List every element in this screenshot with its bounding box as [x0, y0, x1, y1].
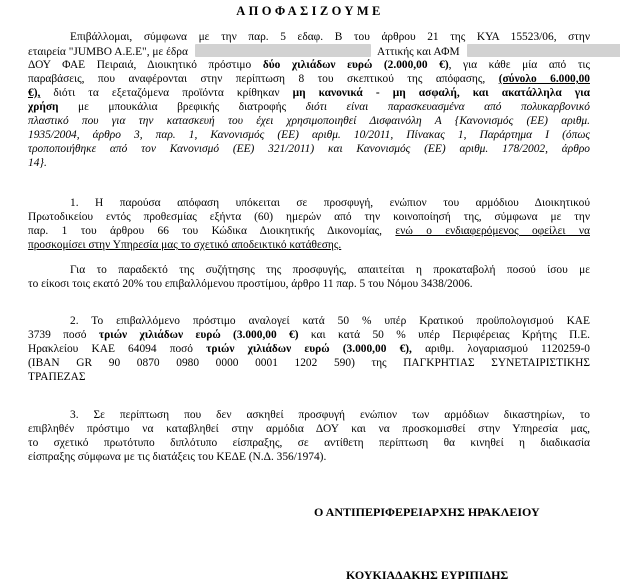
text-segment: 3739 ποσό	[28, 329, 99, 341]
text-segment: με μπουκάλια βρεφικής διατροφής	[58, 101, 306, 113]
text-line: Πρωτοδικείου εντός προθεσμίας εξήντα (60) ημερών από την κοινοποίησή της, σύμφωνα με την	[28, 211, 590, 223]
reason-text: 14}.	[28, 157, 47, 169]
total-amount: (σύνολο 6.000,00	[498, 73, 590, 85]
company-text: εταιρεία "JUMBO A.E.E", με έδρα	[28, 46, 188, 58]
text-segment: ΔΟΥ ΦΑΕ Πειραιά, Διοικητικό πρόστιμο	[28, 59, 263, 71]
text-line: το είκοσι τοις εκατό 20% του επιβαλλόμενου προστίμου, άρθρο 11 παρ. 5 του Νόμου 3438/2006.	[28, 278, 473, 290]
verdict-text: μη κανονικά - μη ασφαλή, και ακατάλληλα για	[292, 87, 591, 99]
text-segment: διότι τα εξεταζόμενα προϊόντα κρίθηκαν	[40, 87, 293, 99]
region-text: Αττικής και ΑΦΜ	[377, 46, 460, 58]
text-segment: παρ. 1 του άρθρου 66 του Κώδικα Διοικητικής Δικονομίας,	[28, 225, 396, 237]
text-line: είσπραξης σύμφωνα με τις διατάξεις του ΚΕΔΕ (Ν.Δ. 356/1974).	[28, 451, 327, 463]
obligation-text: ενώ ο ενδιαφερόμενος οφείλει να	[395, 225, 590, 237]
text-line	[28, 86, 590, 100]
amount-text: τριών χιλιάδων ευρώ (3.000,00 €),	[206, 343, 412, 355]
text-line	[28, 328, 590, 342]
text-line	[28, 342, 590, 356]
redacted-tax-id	[467, 44, 620, 57]
text-segment: , για κάθε μία από τις	[448, 59, 590, 71]
text-line	[28, 58, 590, 72]
text-segment: παραβάσεις, που αναφέρονται στην περίπτωση 8 του σκεπτικού της απόφασης,	[28, 73, 499, 85]
text-segment: αριθμ. λογαριασμού 1120259-0	[411, 343, 590, 355]
text-line	[28, 142, 590, 156]
text-line	[28, 156, 590, 170]
signatory-name: ΚΟΥΚΙΑΔΑΚΗΣ ΕΥΡΙΠΙΔΗΣ	[346, 568, 509, 582]
deposit-paragraph	[28, 263, 590, 291]
text-line: Για το παραδεκτό της συζήτησης της προσφυγής, απαιτείται η προκαταβολή ποσού ίσου με	[70, 264, 590, 276]
text-segment: Ηρακλείου ΚΑΕ 64094 ποσό	[28, 343, 207, 355]
reason-text: τροποποιήθηκε από τον Κανονισμό (ΕΕ) 321/2011) και Κανονισμός (ΕΕ) αριθμ. 178/2002, άρθρο	[28, 143, 590, 155]
text-line	[28, 100, 590, 114]
text-line	[28, 114, 590, 128]
reason-text: πλαστικό που για την κατασκευή του έχει χρησιμοποιηθεί Δισφαινόλη Α {Κανονισμός (ΕΕ) αριθμ.	[28, 115, 590, 127]
text-line	[28, 72, 590, 86]
text-line: Επιβάλλομαι, σύμφωνα με την παρ. 5 εδαφ. Β του άρθρου 21 της ΚΥΑ 15523/06, στην	[70, 31, 590, 43]
text-segment: και κατά 50 % υπέρ Περιφέρειας Κρήτης Π.Ε.	[298, 329, 590, 341]
redacted-address	[195, 44, 371, 57]
text-line	[28, 44, 590, 58]
signatory-title: Ο ΑΝΤΙΠΕΡΙΦΕΡΕΙΑΡΧΗΣ ΗΡΑΚΛΕΙΟΥ	[314, 505, 540, 519]
text-line	[28, 238, 590, 252]
fine-amount: δύο χιλιάδων ευρώ (2.000,00 €)	[262, 59, 449, 71]
reason-text: διότι είναι παρασκευασμένα από πολυκαρβονικό	[305, 101, 591, 113]
payment-paragraph	[28, 314, 590, 384]
text-line: 2. Το επιβαλλόμενο πρόστιμο αναλογεί κατά 50 % υπέρ Κρατικού προϋπολογισμού ΚΑΕ	[70, 315, 590, 327]
text-line: ΤΡΑΠΕΖΑΣ	[28, 371, 86, 383]
reason-text: 1935/2004, άρθρο 3, παρ. 1, Κανονισμός (ΕΕ) αριθμ. 10/2011, Πίνακας 1, Παράρτημα Ι (όπως	[28, 129, 590, 141]
text-line: 1. Η παρούσα απόφαση υπόκειται σε προσφυγή, ενώπιον του αρμόδιου Διοικητικού	[70, 197, 590, 209]
total-amount-end: €),	[28, 87, 41, 99]
text-line: το σχετικό πρωτότυπο διπλότυπο είσπραξης, σε αντίθετη περίπτωση θα κινηθεί η διαδικασία	[28, 437, 590, 449]
enforcement-paragraph	[28, 408, 590, 464]
verdict-text-end: χρήση	[28, 101, 59, 113]
text-line: επιβληθέν πρόστιμο να καταβληθεί στην αρμόδια ΔΟΥ και να προσκομισθεί στην Υπηρεσία μας,	[28, 423, 590, 435]
appeal-paragraph	[28, 196, 590, 252]
text-line	[28, 128, 590, 142]
obligation-text: προσκομίσει στην Υπηρεσία μας το σχετικό αποδεικτικό κατάθεσης.	[28, 239, 342, 251]
text-line	[28, 224, 590, 238]
text-line: 3. Σε περίπτωση που δεν ασκηθεί προσφυγή ενώπιον των αρμόδιων δικαστηρίων, το	[70, 409, 590, 421]
decision-paragraph	[28, 30, 590, 170]
document-heading: ΑΠΟΦΑΣΙΖΟΥΜΕ	[236, 4, 384, 18]
amount-text: τριών χιλιάδων ευρώ (3.000,00 €)	[98, 329, 299, 341]
text-line: (IBAN GR 90 0870 0980 0000 0001 1202 590) της ΠΑΓΚΡΗΤΙΑΣ ΣΥΝΕΤΑΙΡΙΣΤΙΚΗΣ	[28, 357, 590, 369]
